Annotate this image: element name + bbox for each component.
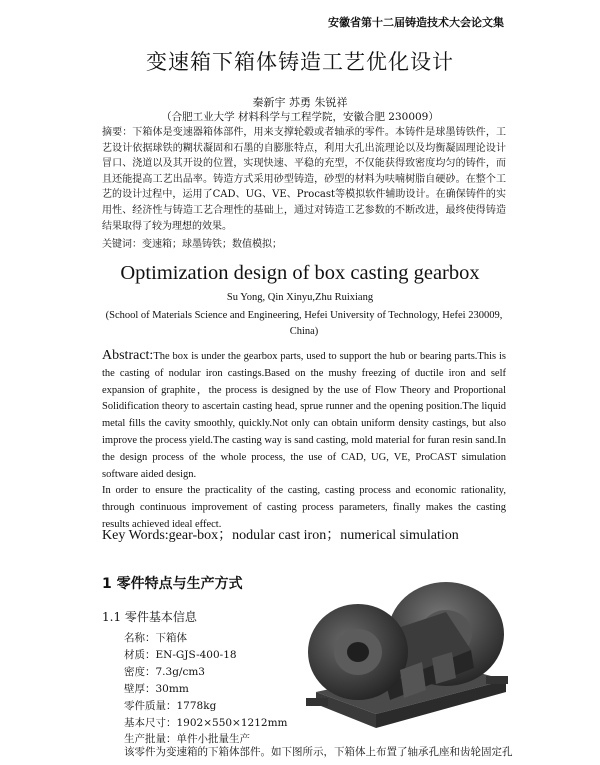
property-row — [124, 715, 288, 732]
chinese-keywords: 关键词：变速箱；球墨铸铁；数值模拟； — [102, 239, 282, 250]
running-header: 安徽省第十二届铸造技术大会论文集 — [328, 16, 504, 29]
body-paragraph-line: 该零件为变速箱的下箱体部件。如下图所示，下箱体上布置了轴承孔座和齿轮固定孔 — [124, 746, 513, 758]
part-properties-list — [124, 630, 288, 748]
property-label: 生产批量： — [124, 733, 177, 746]
abstract-label: Abstract: — [102, 348, 154, 363]
property-value: 30mm — [155, 682, 189, 695]
section-heading: 1 零件特点与生产方式 — [102, 576, 243, 592]
abstract-paragraph-1: The box is under the gearbox parts, used to support the hub or bearing parts.This is the casting of nodular iron castings.Based on the mushy freezing of ductile iron and self expansion of graphite，the process is designed by the use of Flow Theory and Proportional Solidification theory to ascertain casting head, sprue runner and the opening position.The liquid metal fills the cavity smoothly, quickly.Not only can obtain uniform density castings, but also improve the process yield.The casting way is sand casting, mold material for furan resin sand.In the design process of the whole process, the use of CAD, UG, VE, ProCAST simulation software aided design. — [102, 351, 506, 480]
property-value: 1902×550×1212mm — [176, 716, 288, 729]
chinese-title: 变速箱下箱体铸造工艺优化设计 — [146, 50, 454, 74]
english-title: Optimization design of box casting gearbox — [120, 262, 480, 284]
english-keywords: Key Words:gear-box；nodular cast iron；numerical simulation — [102, 528, 459, 543]
property-row — [124, 647, 288, 664]
property-label: 材质： — [124, 648, 156, 661]
abstract-paragraph-2: In order to ensure the practicality of the casting, casting process and economic rationality, through continuous improvement of casting process parameters, finally makes the casting results achieved ideal effect. — [102, 485, 506, 530]
property-row — [124, 681, 288, 698]
chinese-authors: 秦新宇 苏勇 朱锐祥 — [252, 96, 348, 109]
property-value: 下箱体 — [155, 632, 187, 644]
chinese-abstract: 摘要：下箱体是变速器箱体部件，用来支撑轮毂或者轴承的零件。本铸件是球墨铸铁件，工艺设计依据球铁的糊状凝固和石墨的自膨胀特点，利用大孔出流理论以及均衡凝固理论设计冒口、浇道以及其开设的位置，实现快速、平稳的充型，不仅能获得致密度均匀的铸件，而且还能提高工艺出品率。铸造方式采用砂型铸造，砂型的材料为呋喃树脂自硬砂。在整个工艺的设计过程中，运用了CAD、UG、VE、Procast等模拟软件辅助设计。在确保铸件的实用性、经济性与铸造工艺合理性的基础上，通过对铸造工艺参数的不断改进，最终使得铸造结果取得了较为理想的效果。 — [102, 127, 506, 232]
english-affiliation: (School of Materials Science and Engineering, Hefei University of Technology, Hefei 230009, China) — [105, 310, 503, 337]
property-label: 密度： — [124, 665, 156, 678]
property-row — [124, 698, 288, 715]
property-label: 壁厚： — [124, 682, 156, 695]
property-value: 1778kg — [176, 699, 217, 712]
english-authors: Su Yong, Qin Xinyu,Zhu Ruixiang — [226, 292, 374, 303]
property-row — [124, 664, 288, 681]
chinese-affiliation: （合肥工业大学 材料科学与工程学院，安徽合肥 230009） — [161, 111, 439, 123]
subsection-heading: 1.1 零件基本信息 — [102, 610, 197, 624]
english-abstract — [102, 348, 506, 534]
property-label: 零件质量： — [124, 699, 177, 712]
property-row — [124, 630, 288, 647]
property-label: 名称： — [124, 632, 156, 644]
property-value: 7.3g/cm3 — [155, 665, 205, 678]
property-value: 单件小批量生产 — [176, 733, 250, 746]
property-value: EN-GJS-400-18 — [155, 648, 237, 661]
gearbox-casting-figure — [296, 572, 518, 742]
property-label: 基本尺寸： — [124, 716, 177, 729]
